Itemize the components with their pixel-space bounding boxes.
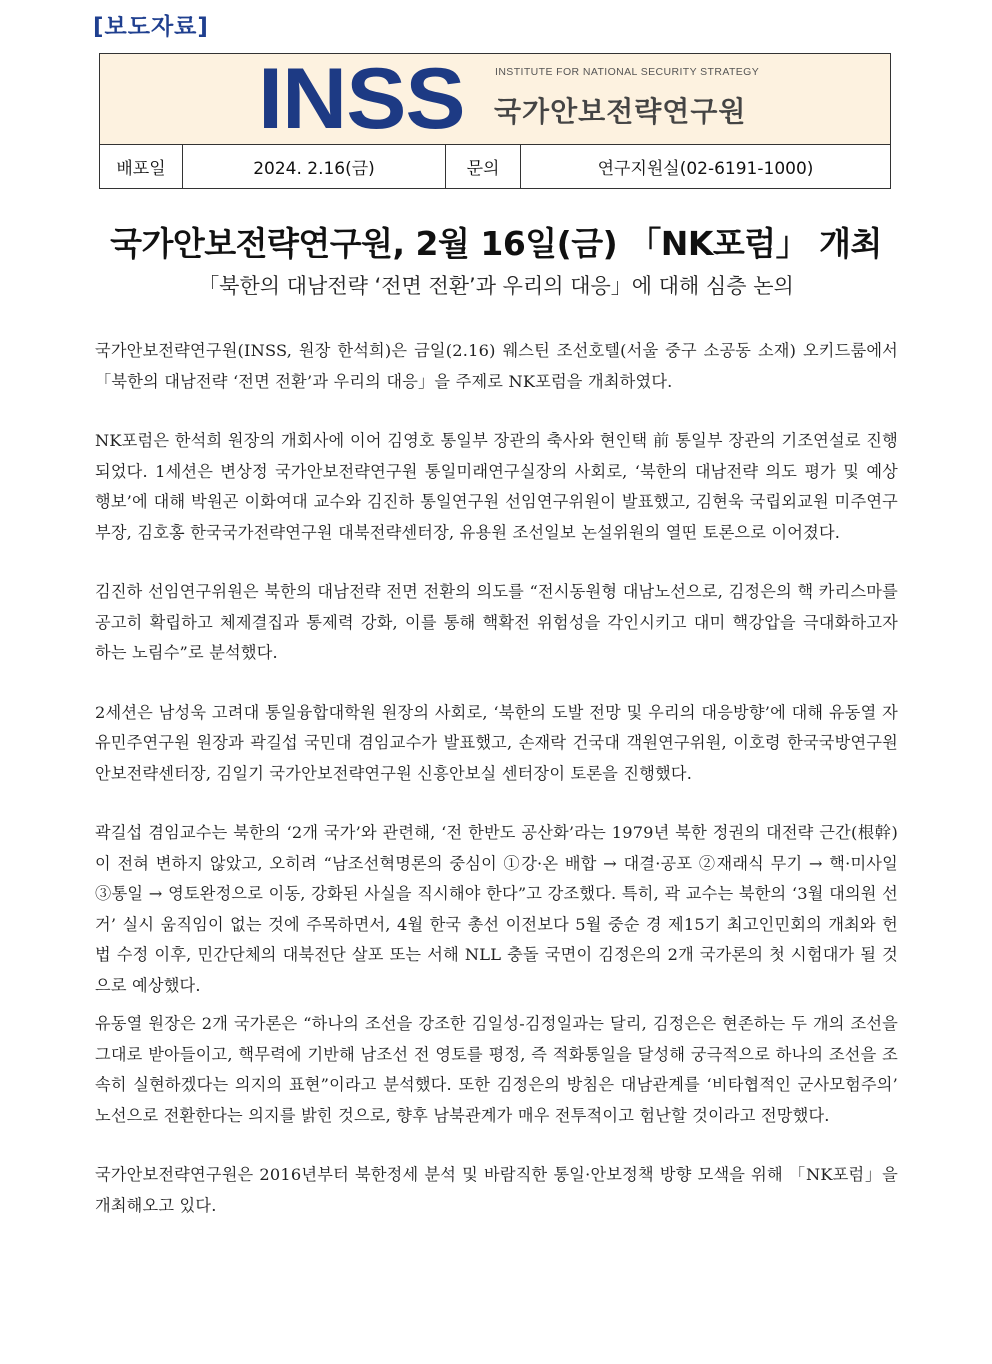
paragraph: 2세션은 남성욱 고려대 통일융합대학원 원장의 사회로, ‘북한의 도발 전망 및 우리의 대응방향’에 대해 유동열 자유민주연구원 원장과 곽길섭 국민대 겸임교수가 발표했고, 손재락 건국대 객원연구위원, 이호령 한국국방연구원 안보전략센터장, 김일기 국가안보전략연구원 신흥안보실 센터장이 토론을 진행했다. (95, 702, 898, 783)
paragraph: NK포럼은 한석희 원장의 개회사에 이어 김영호 통일부 장관의 축사와 현인택 前 통일부 장관의 기조연설로 진행되었다. 1세션은 변상정 국가안보전략연구원 통일미래연구실장의 사회로, ‘북한의 대남전략 의도 평가 및 예상 행보’에 대해 박원곤 이화여대 교수와 김진하 통일연구원 선임연구위원이 발표했고, 김현욱 국립외교원 미주연구부장, 김호홍 한국국가전략연구원 대북전략센터장, 유용원 조선일보 논설위원의 열띤 토론으로 이어졌다. (95, 431, 898, 542)
paragraph: 곽길섭 겸임교수는 북한의 ‘2개 국가’와 관련해, ‘전 한반도 공산화’라는 1979년 북한 정권의 대전략 근간(根幹)이 전혀 변하지 않았고, 오히려 “남조선혁명론의 중심이 ①강·온 배합 → 대결·공포 ②재래식 무기 → 핵·미사일 ③통일 → 영토완정으로 이동, 강화된 사실을 직시해야 한다”고 강조했다. 특히, 곽 교수는 북한의 ‘3월 대의원 선거’ 실시 움직임이 없는 것에 주목하면서, 4월 한국 총선 이전보다 5월 중순 경 제15기 최고인민회의 개최와 헌법 수정 이후, 민간단체의 대북전단 살포 또는 서해 NLL 충돌 국면이 김정은의 2개 국가론의 첫 시험대가 될 것으로 예상했다. (95, 823, 898, 995)
inss-logo: INSS (258, 51, 465, 147)
release-info-row (100, 145, 890, 188)
subheadline: 「북한의 대남전략 ‘전면 전환’과 우리의 대응」에 대해 심층 논의 (198, 274, 794, 298)
paragraph: 국가안보전략연구원은 2016년부터 북한정세 분석 및 바람직한 통일·안보정책 방향 모색을 위해 「NK포럼」을 개최해오고 있다. (95, 1165, 898, 1215)
header-table (99, 53, 891, 189)
headline: 국가안보전략연구원, 2월 16일(금) 「NK포럼」 개최 (110, 224, 882, 263)
paragraph: 김진하 선임연구위원은 북한의 대남전략 전면 전환의 의도를 “전시동원형 대남노선으로, 김정은의 핵 카리스마를 공고히 확립하고 체제결집과 통제력 강화, 이를 통해 핵확전 위험성을 각인시키고 대미 핵강압을 극대화하고자 하는 노림수”로 분석했다. (95, 582, 898, 662)
paragraph: 국가안보전략연구원(INSS, 원장 한석희)은 금일(2.16) 웨스틴 조선호텔(서울 중구 소공동 소재) 오키드룸에서 「북한의 대남전략 ‘전면 전환’과 우리의 대응」을 주제로 NK포럼을 개최하였다. (95, 341, 898, 391)
paragraph: 유동열 원장은 2개 국가론은 “하나의 조선을 강조한 김일성-김정일과는 달리, 김정은은 현존하는 두 개의 조선을 그대로 받아들이고, 핵무력에 기반해 남조선 전 영토를 평정, 즉 적화통일을 달성해 궁극적으로 하나의 조선을 조속히 실현하겠다는 의지의 표현”이라고 분석했다. 또한 김정은의 방침은 대남관계를 ‘비타협적인 군사모험주의’ 노선으로 전환한다는 의지를 밝힌 것으로, 향후 남북관계가 매우 전투적이고 험난할 것이라고 전망했다. (95, 1014, 898, 1125)
logo-banner (100, 51, 890, 147)
release-date-label: 배포일 (100, 145, 183, 188)
logo-english-name: INSTITUTE FOR NATIONAL SECURITY STRATEGY (495, 66, 760, 78)
article-body (95, 336, 898, 1250)
press-release-tag: [보도자료] (93, 14, 209, 40)
contact-value: 연구지원실(02-6191-1000) (597, 159, 814, 179)
release-date-value: 2024. 2.16(금) (183, 145, 446, 188)
contact-label: 문의 (446, 145, 521, 188)
logo-korean-name: 국가안보전략연구원 (494, 95, 747, 128)
